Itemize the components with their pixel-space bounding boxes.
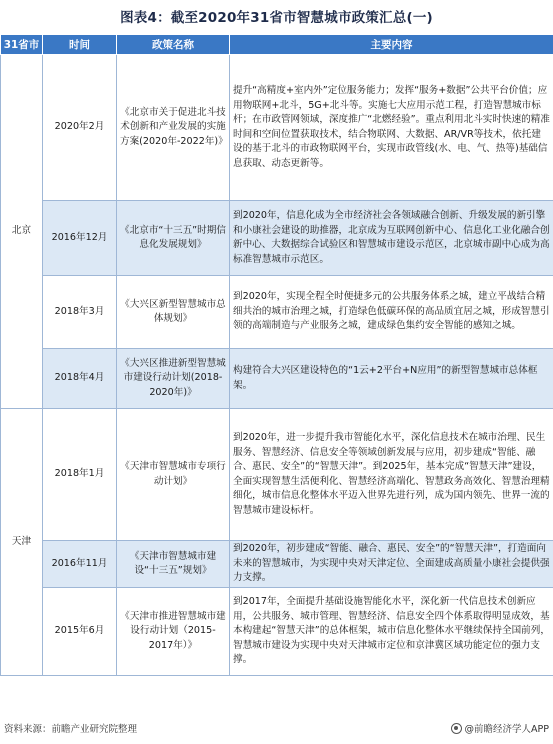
policy-name-cell: 《天津市智慧城市专项行动计划》 [117,409,230,541]
time-cell: 2016年12月 [43,201,117,276]
content-cell: 构建符合大兴区建设特色的“1云+2平台+N应用”的新型智慧城市总体框架。 [230,349,553,409]
content-cell: 提升“高精度+室内外”定位服务能力；发挥“服务+数据”公共平台价值；应用物联网+北斗，5G+北斗等。实施七大应用示范工程，打造智慧城市标杆；在市政管网领域，深度推广“北燃经验”。重点利用北斗实时快速的精准时间和空间位置获取技术，结合物联网、大数据、AR/VR等技术，依托建设的基于北斗的市政物联网平台，实现市政管线(水、电、气、热等)基础信息获取、动态更新等。 [230,55,553,201]
header-main-content: 主要内容 [230,35,553,55]
policy-name-cell: 《天津市智慧城市建设“十三五”规划》 [117,541,230,588]
brand-text: @前瞻经济学人APP [464,724,549,735]
content-cell: 到2020年，进一步提升我市智能化水平，深化信息技术在城市治理、民生服务、智慧经济、信息安全等领域创新发展与应用，初步建成“智能、融合、惠民、安全”的“智慧天津”。到2025年，基本完成“智慧天津”建设，全面实现智慧生活便利化、智慧经济高端化、智慧政务高效化、智慧治理精细化，城市信息化整体水平迈入世界先进行列，成为国内领先、世界一流的智慧城市建设标杆。 [230,409,553,541]
time-cell: 2018年1月 [43,409,117,541]
policy-name-cell: 《大兴区推进新型智慧城市建设行动计划(2018-2020年)》 [117,349,230,409]
policy-name-cell: 《北京市关于促进北斗技术创新和产业发展的实施方案(2020年-2022年)》 [117,55,230,201]
table-row [1,588,553,676]
table-row [1,349,553,409]
time-cell: 2020年2月 [43,55,117,201]
policy-name-cell: 《大兴区新型智慧城市总体规划》 [117,276,230,349]
table-header-row [1,35,553,55]
footer [0,721,553,737]
brand-logo-icon [451,723,462,734]
time-cell: 2018年4月 [43,349,117,409]
header-city: 31省市 [1,35,43,55]
policy-table [0,34,553,676]
header-time: 时间 [43,35,117,55]
city-cell-tianjin: 天津 [1,409,43,676]
content-cell: 到2020年，信息化成为全市经济社会各领域融合创新、升级发展的新引擎和小康社会建设的助推器，北京成为互联网创新中心、信息化工业化融合创新中心、大数据综合试验区和智慧城市建设示范区，北京城市副中心成为高标准智慧城市示范区。 [230,201,553,276]
chart-title: 图表4：截至2020年31省市智慧城市政策汇总(一) [120,10,433,26]
table-row [1,541,553,588]
content-cell: 到2017年，全面提升基础设施智能化水平，深化新一代信息技术创新应用，公共服务、城市管理、智慧经济、信息安全四个体系取得明显成效，基本构建起“智慧天津”的总体框架，城市信息化整体水平继续保持全国前列，智慧城市建设为实现中央对天津城市定位和京津冀区域功能定位的强力支撑。 [230,588,553,676]
time-cell: 2018年3月 [43,276,117,349]
time-cell: 2015年6月 [43,588,117,676]
time-cell: 2016年11月 [43,541,117,588]
city-cell-beijing: 北京 [1,55,43,409]
policy-name-cell: 《北京市“十三五”时期信息化发展规划》 [117,201,230,276]
header-policy-name: 政策名称 [117,35,230,55]
brand-credit [451,721,549,735]
table-row [1,55,553,201]
content-cell: 到2020年，初步建成“智能、融合、惠民、安全”的“智慧天津”，打造面向未来的智慧城市，为实现中央对天津定位、全面建成高质量小康社会提供强力支撑。 [230,541,553,588]
table-row [1,201,553,276]
policy-name-cell: 《天津市推进智慧城市建设行动计划（2015-2017年）》 [117,588,230,676]
content-cell: 到2020年，实现全程全时便捷多元的公共服务体系之城，建立平战结合精细共治的城市治理之城，打造绿色低碳环保的高品质宜居之城，形成智慧引领的高端制造与产业服务之城，建成绿色集约安全智能的感知之城。 [230,276,553,349]
table-row [1,276,553,349]
source-note: 资料来源：前瞻产业研究院整理 [4,724,138,735]
table-row [1,409,553,541]
